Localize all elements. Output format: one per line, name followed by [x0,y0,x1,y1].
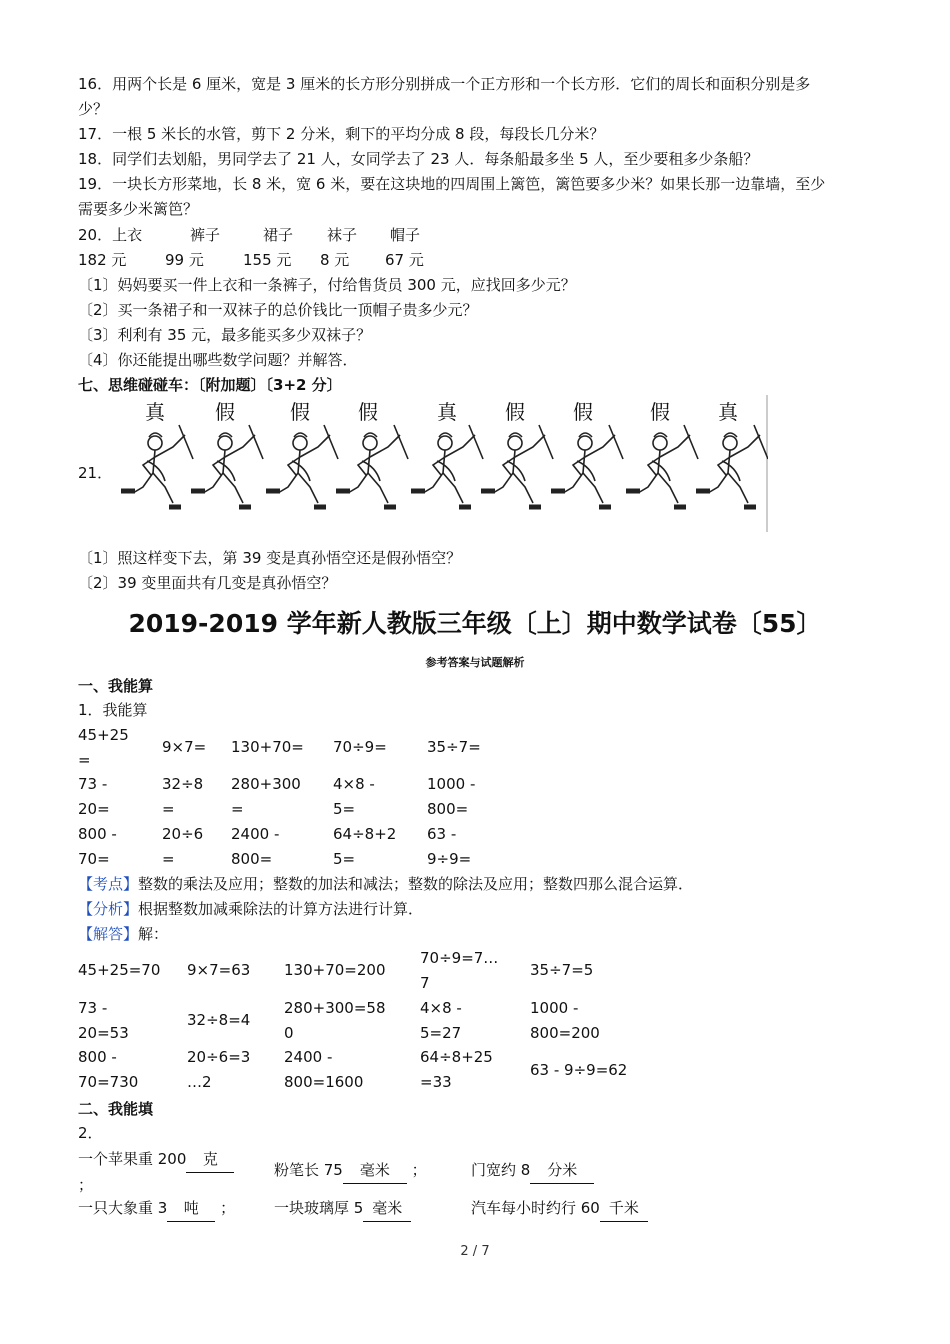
fenxi-text: 根据整数加减乘除法的计算方法进行计算． [138,900,424,918]
calc-cell: 63 - 9÷9= [427,825,472,868]
question-16-cont: 少？ [78,100,109,118]
fenxi-tag: 【分析】 [78,900,139,918]
fill-answer: 毫米 [343,1158,407,1184]
fill-answer: 分米 [530,1158,594,1184]
q20-item-1: 20．上衣 [78,226,143,244]
monkey-figure-icon [551,425,623,507]
fill-door [471,1158,594,1184]
q20-item-2: 裤子 [190,226,221,244]
fill-suffix: ； [411,1161,427,1179]
kaodian-tag: 【考点】 [78,875,139,893]
q20-sub-2: 〔2〕买一条裙子和一双袜子的总价钱比一顶帽子贵多少元？ [78,301,478,319]
question-16: 16．用两个长是 6 厘米，宽是 3 厘米的长方形分别拼成一个正方形和一个长方形．它们的周长和面积分别是多 [78,75,811,93]
monkey-figure-icon [191,425,263,507]
answer-cell: 9×7=63 [187,961,251,979]
fill-glass [274,1196,411,1222]
kaodian-text: 整数的乘法及应用；整数的加法和减法；整数的除法及应用；整数四那么混合运算． [138,875,694,893]
section-1-heading: 一、我能算 [78,677,154,695]
calc-cell: 20÷6 = [162,825,204,868]
q20-price-3: 155 元 [243,251,292,269]
figure-label: 假 [573,400,593,424]
figure-label: 假 [650,400,670,424]
calc-cell: 64÷8+2 5= [333,825,397,868]
figure-label: 真 [437,400,457,424]
fill-suffix: ； [78,1176,94,1194]
monkey-figure-icon [481,425,553,507]
jieda-text: 解： [138,925,169,943]
figure-label: 真 [145,400,165,424]
question-21: 21． [78,464,113,482]
monkey-figure-icon [266,425,338,507]
calc-cell: 9×7= [162,738,207,756]
answer-cell: 64÷8+25 =33 [420,1048,493,1091]
calc-cell: 32÷8 = [162,775,204,818]
page-number: 2 / 7 [460,1244,490,1259]
answer-cell: 32÷8=4 [187,1011,251,1029]
answer-2-label: 2． [78,1124,103,1142]
fill-car [471,1196,648,1222]
q21-sub-1: 〔1〕照这样变下去，第 39 变是真孙悟空还是假孙悟空？ [78,549,462,567]
calc-cell: 73 - 20= [78,775,110,818]
question-19: 19．一块长方形菜地，长 8 米，宽 6 米，要在这块地的四周围上篱笆，篱笆要多少米？如果长那一边靠墙，至少 [78,175,826,193]
figure-label: 假 [290,400,310,424]
calc-cell: 45+25 = [78,726,129,769]
answer-cell: 63 - 9÷9=62 [530,1061,628,1079]
answer-1-label: 1．我能算 [78,701,148,719]
fill-suffix: ； [220,1199,236,1217]
answer-cell: 70÷9=7… 7 [420,949,499,992]
answer-cell: 130+70=200 [284,961,386,979]
kaodian-line [78,873,693,895]
page-subtitle: 参考答案与试题解析 [425,656,525,669]
figure-label: 假 [215,400,235,424]
question-17: 17．一根 5 米长的水管，剪下 2 分米，剩下的平均分成 8 段，每段长几分米？ [78,125,605,143]
q20-price-5: 67 元 [385,251,424,269]
jieda-line [78,923,168,945]
q20-price-2: 99 元 [165,251,204,269]
jieda-tag: 【解答】 [78,925,139,943]
answer-cell: 35÷7=5 [530,961,594,979]
monkey-king-figure [115,395,768,532]
fill-answer: 克 [186,1147,234,1173]
question-18: 18．同学们去划船，男同学去了 21 人，女同学去了 23 人．每条船最多坐 5 人，至少要租多少条船？ [78,150,759,168]
fenxi-line [78,898,423,920]
fill-prefix: 门宽约 8 [471,1161,531,1179]
q20-price-1: 182 元 [78,251,127,269]
section-7-heading: 七、思维碰碰车：〔附加题〕〔3+2 分〕 [78,376,342,394]
calc-cell: 1000 - 800= [427,775,476,818]
fill-prefix: 一只大象重 3 [78,1199,168,1217]
monkey-figure-icon [411,425,483,507]
calc-cell: 70÷9= [333,738,387,756]
fill-prefix: 一个苹果重 200 [78,1150,187,1168]
calc-cell: 280+300 = [231,775,301,818]
fill-prefix: 汽车每小时约行 60 [471,1199,600,1217]
figure-label: 真 [718,400,738,424]
section-2-heading: 二、我能填 [78,1100,154,1118]
answer-cell: 800 - 70=730 [78,1048,139,1091]
calc-cell: 130+70= [231,738,304,756]
fill-answer: 吨 [167,1196,215,1222]
fill-prefix: 一块玻璃厚 5 [274,1199,364,1217]
fill-answer: 毫米 [363,1196,411,1222]
monkey-figure-icon [121,425,193,507]
fill-answer: 千米 [600,1196,648,1222]
figure-label: 假 [505,400,525,424]
calc-cell: 2400 - 800= [231,825,280,868]
fill-elephant [78,1196,235,1222]
q20-item-5: 帽子 [390,226,421,244]
q20-item-3: 裙子 [263,226,294,244]
fill-chalk [274,1158,427,1184]
calc-cell: 800 - 70= [78,825,117,868]
answer-cell: 1000 - 800=200 [530,999,600,1042]
calc-cell: 35÷7= [427,738,481,756]
answer-cell: 4×8 - 5=27 [420,999,462,1042]
q20-sub-1: 〔1〕妈妈要买一件上衣和一条裤子，付给售货员 300 元，应找回多少元？ [78,276,576,294]
q20-sub-4: 〔4〕你还能提出哪些数学问题？并解答． [78,351,358,369]
answer-cell: 45+25=70 [78,961,161,979]
answer-cell: 280+300=58 0 [284,999,386,1042]
fill-prefix: 粉笔长 75 [274,1161,343,1179]
q21-sub-2: 〔2〕39 变里面共有几变是真孙悟空？ [78,574,337,592]
answer-cell: 20÷6=3 …2 [187,1048,251,1091]
q20-item-4: 袜子 [327,226,358,244]
q20-sub-3: 〔3〕利利有 35 元，最多能买多少双袜子？ [78,326,372,344]
answer-cell: 73 - 20=53 [78,999,129,1042]
page-title: 2019-2019 学年新人教版三年级〔上〕期中数学试卷〔55〕 [128,609,822,638]
monkey-figure-icon [626,425,698,507]
calc-cell: 4×8 - 5= [333,775,375,818]
question-19-cont: 需要多少米篱笆？ [78,200,199,218]
figure-label: 假 [358,400,378,424]
q20-price-4: 8 元 [320,251,350,269]
monkey-figure-icon [696,425,768,507]
fill-apple [78,1147,234,1198]
answer-cell: 2400 - 800=1600 [284,1048,364,1091]
monkey-figure-icon [336,425,408,507]
